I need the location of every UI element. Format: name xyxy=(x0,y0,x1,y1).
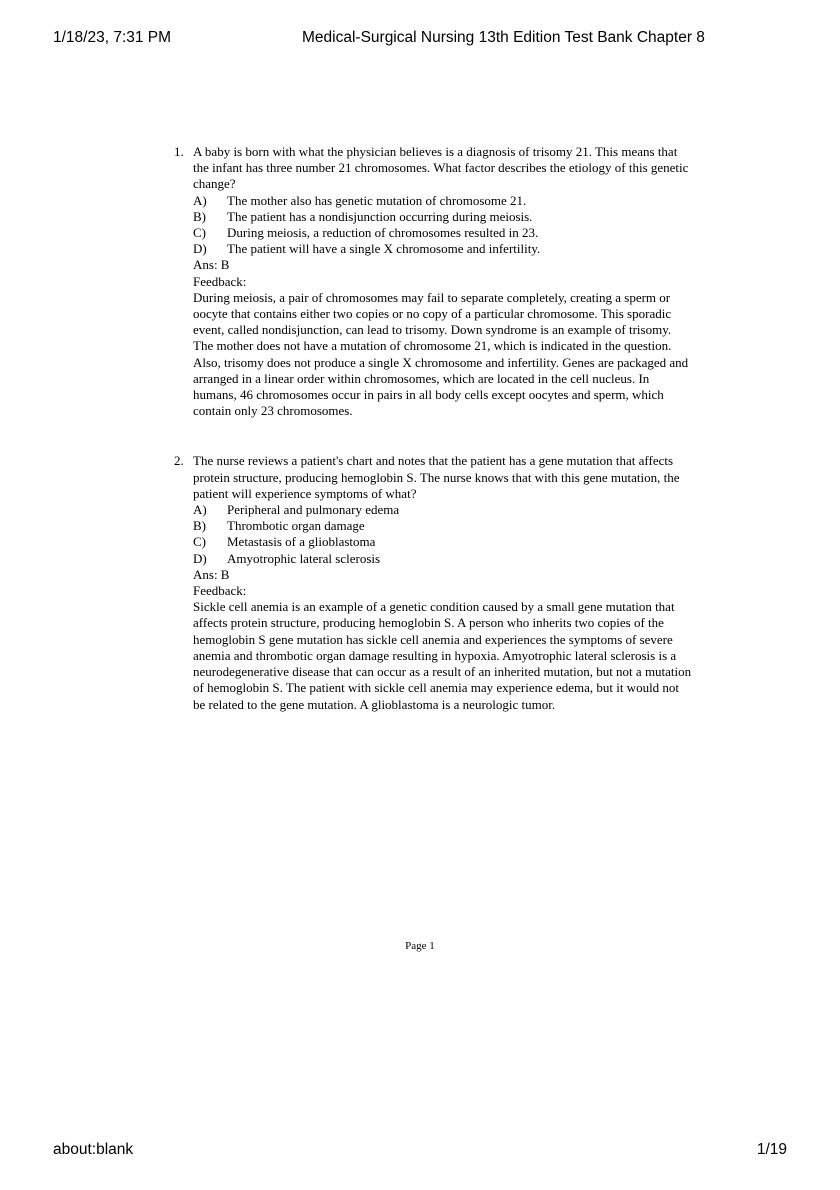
option-d xyxy=(193,241,694,257)
option-text: The mother also has genetic mutation of chromosome 21. xyxy=(227,192,527,208)
document-title: Medical-Surgical Nursing 13th Edition Test Bank Chapter 8 xyxy=(302,29,705,46)
option-text: The patient has a nondisjunction occurring during meiosis. xyxy=(227,208,533,224)
answer-key: Ans: B xyxy=(193,566,230,582)
option-c xyxy=(193,534,694,550)
answer-options xyxy=(193,193,694,258)
option-text: Peripheral and pulmonary edema xyxy=(227,502,400,518)
test-bank-content xyxy=(174,144,694,713)
option-b xyxy=(193,209,694,225)
question-stem: The nurse reviews a patient's chart and notes that the patient has a gene mutation that affects protein structure, producing hemoglobin S. The nurse knows that with this gene mutation, the patient will experience symptoms of what? xyxy=(193,453,680,501)
option-letter: A) xyxy=(193,502,207,518)
option-a xyxy=(193,502,694,518)
option-a xyxy=(193,193,694,209)
question-stem: A baby is born with what the physician believes is a diagnosis of trisomy 21. This means that the infant has three number 21 chromosomes. What factor describes the etiology of this genetic change? xyxy=(193,144,689,192)
question-number: 2. xyxy=(174,453,184,469)
print-footer xyxy=(0,1141,840,1163)
option-letter: C) xyxy=(193,225,206,241)
answer-key: Ans: B xyxy=(193,257,230,273)
option-letter: B) xyxy=(193,208,206,224)
question-number: 1. xyxy=(174,144,184,159)
print-datetime: 1/18/23, 7:31 PM xyxy=(53,29,172,46)
page-count: 1/19 xyxy=(756,1141,787,1158)
print-header xyxy=(0,29,840,51)
question-1 xyxy=(174,144,694,419)
option-letter: B) xyxy=(193,518,206,534)
feedback-label: Feedback: xyxy=(193,273,247,289)
option-b xyxy=(193,518,694,534)
option-d xyxy=(193,551,694,567)
feedback-text: Sickle cell anemia is an example of a genetic condition caused by a small gene mutation that affects protein structure, producing hemoglobin S. A person who inherits two copies of the hemoglobin S gene mutation has sickle cell anemia and experiences the symptoms of severe anemia and thrombotic organ damage resulting in hypoxia. Amyotrophic lateral sclerosis is a neurodegenerative disease that can occur as a result of an inherited mutation, but not a mutation of hemoglobin S. The patient with sickle cell anemia may experience edema, but it would not be related to the gene mutation. A glioblastoma is a neurologic tumor. xyxy=(193,599,692,712)
option-text: The patient will have a single X chromosome and infertility. xyxy=(227,241,541,257)
option-letter: C) xyxy=(193,534,206,550)
option-text: During meiosis, a reduction of chromosomes resulted in 23. xyxy=(227,225,539,241)
option-letter: D) xyxy=(193,241,207,257)
question-2 xyxy=(174,453,694,712)
answer-options xyxy=(193,502,694,567)
option-c xyxy=(193,225,694,241)
option-letter: A) xyxy=(193,192,207,208)
feedback-label: Feedback: xyxy=(193,583,247,599)
option-text: Amyotrophic lateral sclerosis xyxy=(227,550,381,566)
option-letter: D) xyxy=(193,550,207,566)
option-text: Metastasis of a glioblastoma xyxy=(227,534,376,550)
page-number: Page 1 xyxy=(405,940,435,952)
feedback-text: During meiosis, a pair of chromosomes may fail to separate completely, creating a sperm or oocyte that contains either two copies or no copy of a particular chromosome. This sporadic event, called nondisjunction, can lead to trisomy. Down syndrome is an example of trisomy. The mother does not have a mutation of chromosome 21, which is indicated in the question. Also, trisomy does not produce a single X chromosome and infertility. Genes are packaged and arranged in a linear order within chromosomes, which are located in the cell nucleus. In humans, 46 chromosomes occur in pairs in all body cells except oocytes and sperm, which contain only 23 chromosomes. xyxy=(193,289,689,419)
option-text: Thrombotic organ damage xyxy=(227,518,365,534)
page-url: about:blank xyxy=(53,1141,134,1158)
